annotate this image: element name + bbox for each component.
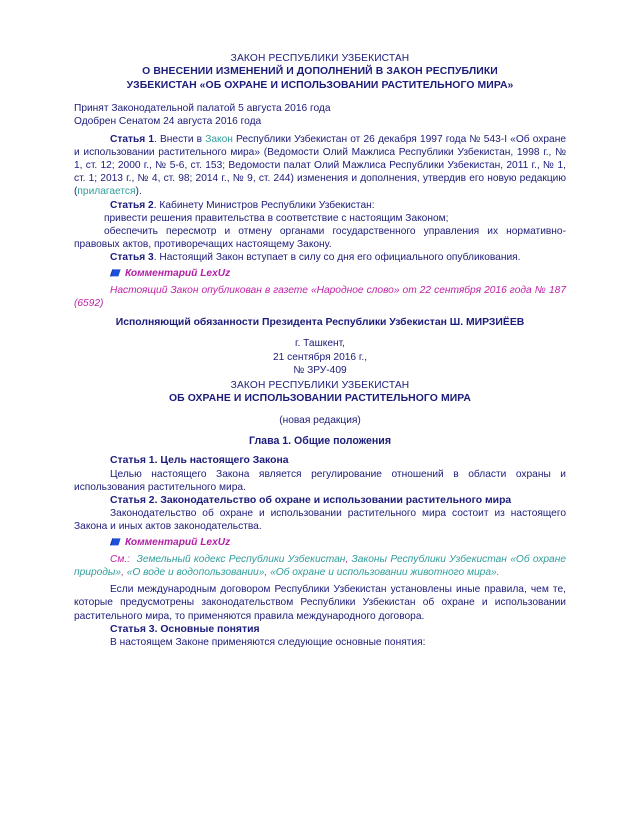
article-1-paragraph bbox=[74, 133, 566, 199]
flag-icon bbox=[110, 269, 121, 277]
comment-link-zakony-ruz[interactable]: Законы Республики Узбекистан bbox=[351, 553, 507, 565]
article-2-intro-text: . Кабинету Министров Республики Узбекистан: bbox=[153, 199, 375, 211]
adoption-accepted: Принят Законодательной палатой 5 августа 2016 года bbox=[74, 103, 331, 115]
law-article-1-body: Целью настоящего Закона является регулирование отношений в области охраны и использования растительного мира. bbox=[74, 468, 566, 493]
article-1-link-zakon[interactable]: Закон bbox=[205, 133, 233, 145]
article-1-link-prilagaetsya[interactable]: прилагается bbox=[77, 186, 136, 198]
article-1-text-post: Республики Узбекистан от 26 декабря 1997 года № 543-I «Об охране и использовании растительного мира» (Ведомости Олий Мажлиса Республики Узбекистан, 1998 г., № 1, ст. 12; 2000 г., № 5-6, ст. 153; Ведомости палат Олий Мажлиса Республики Узбекистан, 2011 г., № 1, ст. 1; 2013 г., № 4, ст. 98; 2014 г., № 9, ст. 244) изменения и дополнения, утвердив его новую редакцию ( bbox=[74, 133, 566, 198]
doc-header-line3: УЗБЕКИСТАН «ОБ ОХРАНЕ И ИСПОЛЬЗОВАНИИ РАСТИТЕЛЬНОГО МИРА» bbox=[126, 79, 514, 91]
flag-icon bbox=[110, 538, 121, 546]
law-header-line2: ОБ ОХРАНЕ И ИСПОЛЬЗОВАНИИ РАСТИТЕЛЬНОГО МИРА bbox=[169, 393, 471, 405]
law-article-1-heading: Статья 1. Цель настоящего Закона bbox=[110, 455, 289, 467]
document-body bbox=[74, 52, 566, 649]
article-1-text-tail: ). bbox=[135, 186, 142, 198]
comment-tail: . bbox=[496, 566, 500, 578]
article-3-label: Статья 3 bbox=[110, 252, 154, 264]
article-3-paragraph bbox=[74, 251, 566, 264]
sep-space bbox=[130, 554, 137, 565]
doc-header-line1: ЗАКОН РЕСПУБЛИКИ УЗБЕКИСТАН bbox=[230, 53, 410, 64]
article-2-intro bbox=[74, 199, 566, 212]
comment-link-zemelny-kodeks[interactable]: Земельный кодекс Республики Узбекистан bbox=[136, 553, 346, 565]
lexuz-comment-1-body: Настоящий Закон опубликован в газете «Народное слово» от 22 сентября 2016 года № 187 (6592) bbox=[74, 284, 566, 310]
lexuz-comment-2-title: Комментарий LexUz bbox=[125, 536, 231, 548]
place-number: № ЗРУ-409 bbox=[293, 364, 347, 376]
lexuz-comment-1-title: Комментарий LexUz bbox=[125, 267, 231, 279]
article-2-label: Статья 2 bbox=[110, 199, 154, 211]
comment-link-zhivotny-mir[interactable]: «Об охране и использовании животного мира» bbox=[270, 566, 497, 578]
article-2-item-2: обеспечить пересмотр и отмену органами государственного управления их нормативно-правовых актов, противоречащих настоящему Закону. bbox=[74, 226, 566, 251]
law-article-2-body-2: Если международным договором Республики Узбекистан установлены иные правила, чем те, которые предусмотрены законодательством Республики Узбекистан об охране и использовании растительного мира, то применяются правила международного договора. bbox=[74, 584, 566, 622]
see-label: См.: bbox=[110, 553, 131, 565]
comment-link-ob-okhrane-prirody[interactable]: «Об охране природы» bbox=[74, 553, 566, 578]
law-article-2-body: Законодательство об охране и использовании растительного мира состоит из настоящего Закона и иных актов законодательства. bbox=[74, 508, 566, 533]
law-article-2-heading: Статья 2. Законодательство об охране и использовании растительного мира bbox=[110, 494, 512, 506]
lexuz-comment-1-header bbox=[74, 267, 566, 280]
article-1-label: Статья 1 bbox=[110, 133, 155, 145]
place-city: г. Ташкент, bbox=[295, 338, 345, 350]
article-1-text-pre: . Внести в bbox=[154, 133, 206, 145]
place-date: 21 сентября 2016 г., bbox=[272, 351, 368, 363]
comment-link-o-vode[interactable]: «О воде и водопользовании» bbox=[126, 566, 265, 578]
law-edition: (новая редакция) bbox=[279, 414, 361, 426]
law-article-3-heading: Статья 3. Основные понятия bbox=[110, 623, 260, 635]
article-2-item-1: привести решения правительства в соответствие с настоящим Законом; bbox=[104, 212, 449, 224]
adoption-approved: Одобрен Сенатом 24 августа 2016 года bbox=[74, 116, 262, 128]
article-3-text: . Настоящий Закон вступает в силу со дня его официального опубликования. bbox=[153, 252, 521, 264]
comment-sep-1: , bbox=[345, 553, 352, 565]
lexuz-comment-2-header bbox=[74, 536, 566, 549]
comment-sep-3: , bbox=[121, 566, 127, 578]
doc-header-line2: О ВНЕСЕНИИ ИЗМЕНЕНИЙ И ДОПОЛНЕНИЙ В ЗАКОН РЕСПУБЛИКИ bbox=[142, 66, 498, 78]
signature-line: Исполняющий обязанности Президента Республики Узбекистан Ш. МИРЗИЁЕВ bbox=[115, 317, 525, 329]
law-header-line1: ЗАКОН РЕСПУБЛИКИ УЗБЕКИСТАН bbox=[230, 380, 410, 392]
law-article-3-body: В настоящем Законе применяются следующие основные понятия: bbox=[110, 636, 426, 648]
comment-sep-4: , bbox=[264, 566, 271, 578]
lexuz-comment-2-body bbox=[74, 553, 566, 579]
chapter-1-heading: Глава 1. Общие положения bbox=[248, 435, 392, 448]
